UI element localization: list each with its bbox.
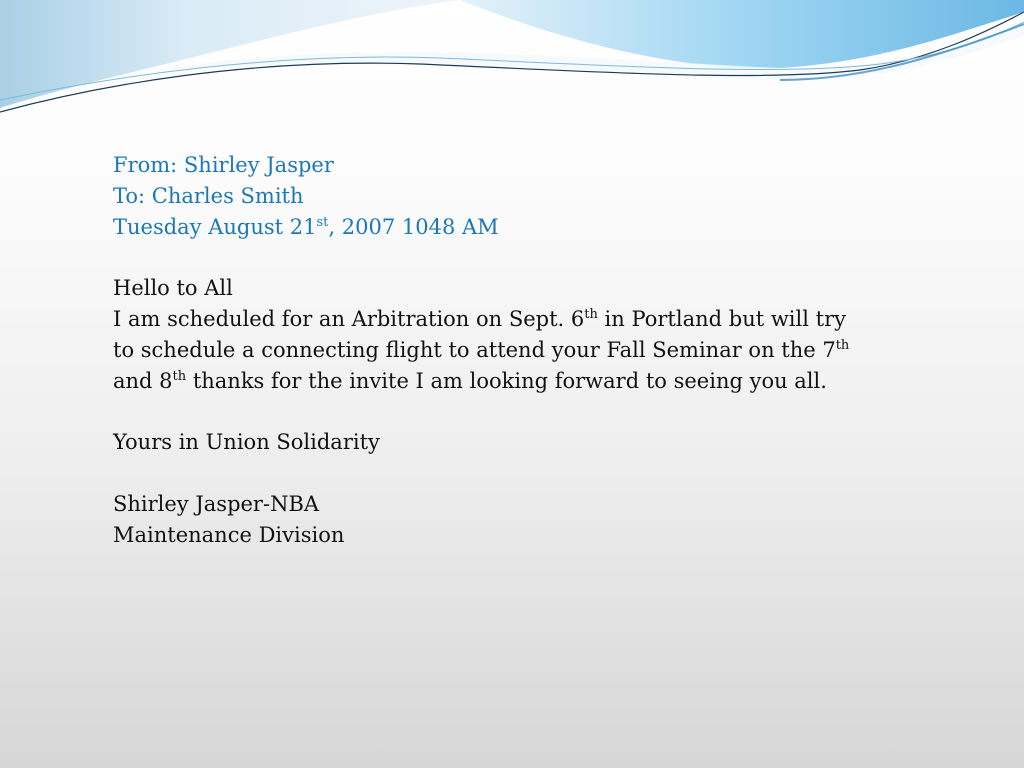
- spacer: [113, 242, 893, 273]
- body-line-1-end: in Portland but will try: [597, 306, 846, 331]
- spacer: [113, 458, 893, 489]
- signature-division: Maintenance Division: [113, 522, 345, 547]
- body-line-1-start: I am scheduled for an Arbitration on Sept. 6: [113, 306, 585, 331]
- email-letter: [113, 150, 893, 550]
- closing: Yours in Union Solidarity: [113, 430, 380, 455]
- spacer: [113, 396, 893, 427]
- body-line-3-end: thanks for the invite I am looking forward to seeing you all.: [186, 368, 827, 393]
- body-line-1: [113, 304, 893, 335]
- greeting: Hello to All: [113, 276, 233, 301]
- body-line-1-ordinal: th: [584, 306, 598, 322]
- date-line: [113, 212, 893, 243]
- body-line-3-ordinal: th: [172, 368, 187, 384]
- body-line-3-start: and 8: [113, 368, 173, 393]
- wave-header-decoration: [0, 0, 1024, 130]
- from-line: From: Shirley Jasper: [113, 153, 334, 177]
- to-line: To: Charles Smith: [113, 183, 304, 208]
- date-time: , 2007 1048 AM: [328, 214, 499, 239]
- body-line-2-start: to schedule a connecting flight to attend your Fall Seminar on the 7: [113, 337, 836, 362]
- body-line-3: [113, 366, 893, 397]
- body-line-2: [113, 335, 893, 366]
- date-ordinal: st: [316, 214, 329, 230]
- signature-name: Shirley Jasper-NBA: [113, 491, 320, 516]
- date-text: Tuesday August 21: [113, 214, 317, 239]
- body-line-2-ordinal: th: [835, 337, 850, 353]
